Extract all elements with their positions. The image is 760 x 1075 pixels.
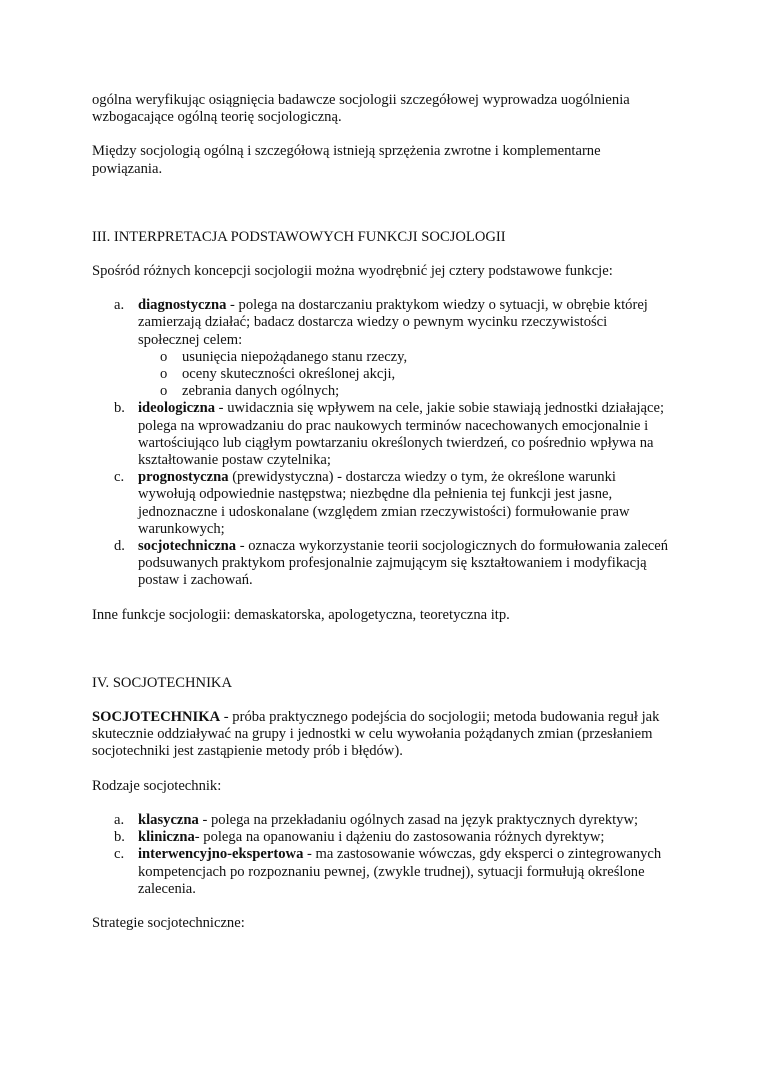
list-item-diagnostic (92, 297, 672, 400)
list-marker: d. (114, 538, 125, 555)
list-item-sociotechnical (92, 538, 672, 590)
description-classic: - polega na przekładaniu ogólnych zasad na język praktycznych dyrektyw; (198, 811, 639, 828)
sociotechnics-types-list (92, 812, 672, 898)
term-classic: klasyczna (138, 811, 199, 828)
definition-text: - próba praktycznego podejścia do socjologii; metoda budowania reguł jak skutecznie oddziaływać na grupy i jednostki w celu wywołania pożądanych zmian (przesłaniem socjotechniki jest zastąpienie metody (92, 709, 660, 760)
description-interventional: - ma zastosowanie wówczas, gdy eksperci o zintegrowanych kompetencjach po rozpoznaniu pewnej, (zwykle trudnej), sytuacji formułują określone zalecenia. (138, 846, 662, 897)
definition-quoted: prób i błędów (313, 743, 395, 760)
list-item-text: oceny skuteczności określonej akcji, (182, 366, 396, 383)
list-item-classic (92, 812, 672, 829)
list-marker: a. (114, 811, 125, 828)
bullet-circle-icon: o (160, 348, 168, 365)
description-diagnostic: - polega na dostarczaniu praktykom wiedzy o sytuacji, w obrębie której zamierzają działać; badacz dostarcza wiedzy o pewnym wycinku rzeczywistości społecznej celem: (138, 297, 648, 348)
diagnostic-goals-list (138, 349, 672, 401)
list-item-ideological (92, 400, 672, 469)
list-item-clinical (92, 829, 672, 846)
list-item-text: zebrania danych ogólnych; (182, 383, 340, 400)
list-item (138, 366, 672, 383)
list-item-text: usunięcia niepożądanego stanu rzeczy, (182, 348, 408, 365)
functions-list (92, 297, 672, 589)
term-prognostic: prognostyczna (138, 469, 229, 486)
term-sociotechnical: socjotechniczna (138, 538, 237, 555)
paragraph-types-intro: Rodzaje socjotechnik: (92, 777, 222, 794)
list-item (138, 383, 672, 400)
list-marker: b. (114, 829, 125, 846)
heading-section-3: III. INTERPRETACJA PODSTAWOWYCH FUNKCJI SOCJOLOGII (92, 228, 506, 245)
list-marker: b. (114, 400, 125, 417)
term-ideological: ideologiczna (138, 400, 216, 417)
term-interventional: interwencyjno-ekspertowa (138, 846, 304, 863)
list-item-interventional (92, 846, 672, 898)
paragraph-strategies-intro: Strategie socjotechniczne: (92, 914, 245, 931)
heading-section-4: IV. SOCJOTECHNIKA (92, 674, 233, 691)
paragraph-general-sociology: ogólna weryfikując osiągnięcia badawcze socjologii szczegółowej wyprowadza uogólnienia wzbogacające ogólną teorię socjologiczną. (92, 92, 630, 126)
term-sociotechnics: SOCJOTECHNIKA (92, 709, 221, 726)
paragraph-other-functions: Inne funkcje socjologii: demaskatorska, apologetyczna, teoretyczna itp. (92, 606, 510, 623)
list-item (138, 349, 672, 366)
description-sociotechnical: - oznacza wykorzystanie teorii socjologicznych do formułowania zaleceń podsuwanych praktykom profesjonalnie zajmującym się kształtowaniem i modyfikacją postaw i zachowań. (138, 538, 669, 589)
bullet-circle-icon: o (160, 366, 168, 383)
list-marker: c. (114, 469, 125, 486)
description-clinical: - polega na opanowaniu i dążeniu do zastosowania różnych dyrektyw; (194, 829, 605, 846)
term-clinical: kliniczna (138, 829, 195, 846)
paragraph-functions-intro: Spośród różnych koncepcji socjologii można wyodrębnić jej cztery podstawowe funkcje: (92, 263, 613, 280)
term-diagnostic: diagnostyczna (138, 297, 227, 314)
description-ideological: - uwidacznia się wpływem na cele, jakie sobie stawiają jednostki działające; polega na wprowadzaniu do prac naukowych terminów nacechowanych emocjonalnie i wartościująco lub ciągłym powtarzaniu określonych twierdzeń, co pośrednio wpływa na kształtowanie postaw czytelnika; (138, 400, 665, 469)
list-item-prognostic (92, 469, 672, 538)
paragraph-feedback: Między socjologią ogólną i szczegółową istnieją sprzężenia zwrotne i komplementarne powiązania. (92, 143, 601, 177)
description-prognostic: (prewidystyczna) - dostarcza wiedzy o tym, że określone warunki wywołują odpowiednie następstwa; niezbędne dla pełnienia tej funkcji jest jasne, jednoznaczne i udoskonalane (względem zmian rzeczywistości) formułowanie praw warunkowych; (138, 469, 630, 537)
document-page (92, 92, 672, 932)
paragraph-sociotechnics-definition (92, 709, 672, 761)
list-marker: a. (114, 297, 125, 314)
definition-end: ). (394, 743, 403, 760)
list-marker: c. (114, 846, 125, 863)
bullet-circle-icon: o (160, 383, 168, 400)
